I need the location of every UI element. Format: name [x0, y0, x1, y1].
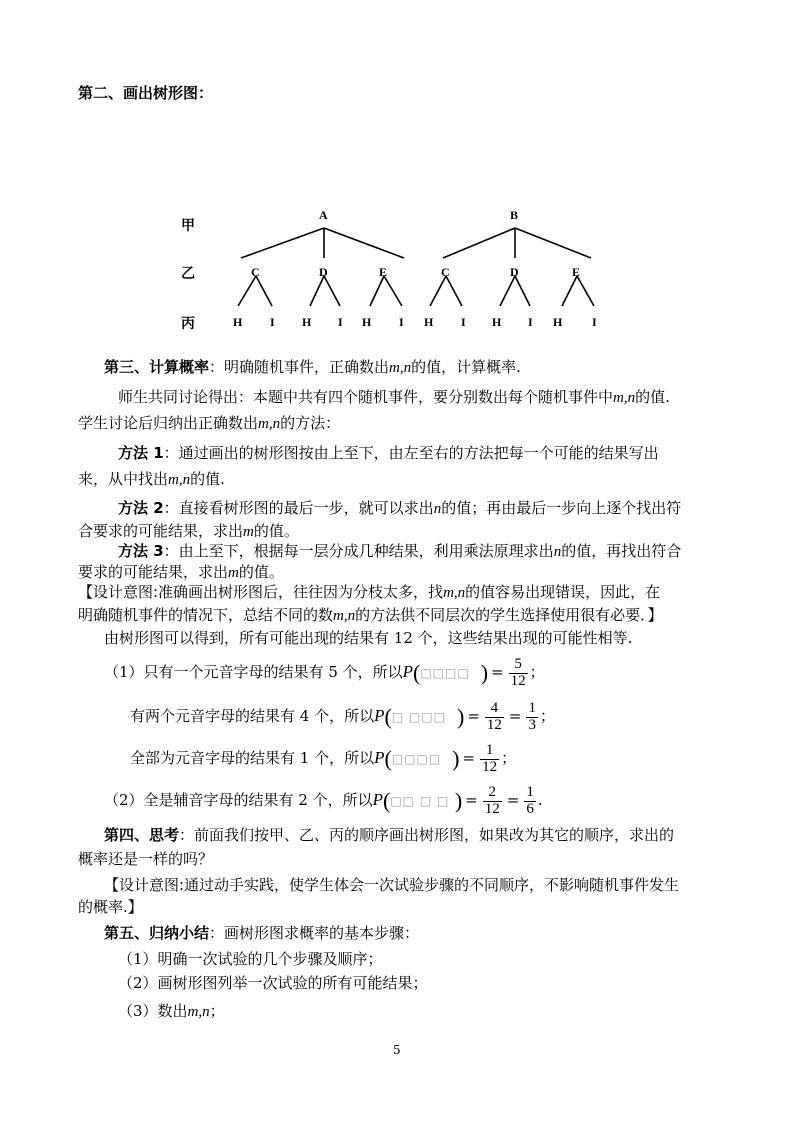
method-2-cont: 合要求的可能结果，求出m的值。: [78, 522, 299, 540]
tree-node-l3: I: [461, 315, 466, 329]
question-1: （1）只有一个元音字母的结果有 5 个，所以P(□□□□ ) = $\frac{5}{12}$ ；: [104, 655, 545, 689]
tree-node-l3: H: [492, 315, 502, 329]
method-1: 方法 1：通过画出的树形图按由上至下，由左至右的方法把每一个可能的结果写出: [118, 444, 659, 462]
section-4-title: 第四、思考: [104, 826, 180, 844]
method-2: 方法 2：直接看树形图的最后一步，就可以求出n的值；再由最后一步向上逐个找出符: [118, 499, 682, 517]
step-item: （1）明确一次试验的几个步骤及顺序；: [118, 950, 383, 968]
tree-node-l2: E: [379, 265, 388, 279]
tree-node-l3: H: [424, 315, 434, 329]
tree-node-l3: I: [592, 315, 597, 329]
paragraph: 师生共同讨论得出：本题中共有四个随机事件，要分别数出每个随机事件中m,n的值.: [118, 388, 670, 406]
paragraph: 学生讨论后归纳出正确数出m,n的方法：: [78, 414, 341, 432]
tree-row-label: 乙: [181, 266, 195, 282]
design-note-2-cont: 的概率.】: [78, 898, 143, 916]
section-5-title: 第五、归纳小结: [104, 924, 210, 942]
section-3-line: 第三、计算概率：明确随机事件，正确数出m,n的值，计算概率.: [104, 358, 521, 376]
section-5-line: 第五、归纳小结：画树形图求概率的基本步骤：: [104, 924, 420, 942]
tree-node-l2: C: [441, 265, 450, 279]
question-1c: 全部为元音字母的结果有 1 个，所以P(□□□□ ) = $\frac{1}{12}$ ；: [130, 741, 517, 775]
summary-line: 由树形图可以得到，所有可能出现的结果有 12 个，这些结果出现的可能性相等.: [104, 629, 633, 647]
section-4-cont: 概率还是一样的吗？: [78, 850, 214, 868]
tree-node-l3: H: [233, 315, 243, 329]
design-note-1: 【设计意图:准确画出树形图后，往往因为分枝太多，找m,n的值容易出现错误，因此，在: [78, 583, 661, 601]
question-1b: 有两个元音字母的结果有 4 个，所以P(□ □□□ ) = $\frac{4}{12}$ = $\frac{1}{3}$ ；: [130, 699, 555, 733]
tree-node-l3: I: [270, 315, 275, 329]
tree-node-l3: H: [553, 315, 563, 329]
method-3: 方法 3：由上至下，根据每一层分成几种结果，利用乘法原理求出n的值，再找出符合: [118, 542, 682, 560]
step-item: （2）画树形图列举一次试验的所有可能结果；: [118, 974, 428, 992]
tree-node-l3: H: [302, 315, 312, 329]
method-1-cont: 来，从中找出m,n的值.: [78, 470, 225, 488]
tree-node-l3: H: [362, 315, 372, 329]
tree-node-l1: B: [510, 208, 519, 222]
tree-row-label: 丙: [181, 316, 195, 332]
tree-diagram: [170, 200, 630, 335]
tree-node-l1: A: [319, 208, 328, 222]
tree-node-l2: D: [510, 265, 519, 279]
question-2: （2）全是辅音字母的结果有 2 个，所以P(□□ □ □ ) = $\frac{2}{12}$ = $\frac{1}{6}$ .: [104, 783, 543, 817]
page-number: 5: [393, 1043, 401, 1057]
tree-row-label: 甲: [181, 218, 195, 234]
design-note-2: 【设计意图:通过动手实践，使学生体会一次试验步骤的不同顺序，不影响随机事件发生: [104, 876, 680, 894]
tree-node-l3: I: [338, 315, 343, 329]
section-heading-2: 第二、画出树形图：: [78, 84, 214, 102]
tree-node-l2: D: [319, 265, 328, 279]
tree-node-l2: E: [572, 265, 581, 279]
method-3-cont: 要求的可能结果，求出m的值。: [78, 563, 284, 581]
design-note-1-cont: 明确随机事件的情况下，总结不同的数m,n的方法供不同层次的学生选择使用很有必要．】: [78, 606, 663, 624]
tree-node-l2: C: [251, 265, 260, 279]
tree-node-l3: I: [399, 315, 404, 329]
section-4-line: 第四、思考：前面我们按甲、乙、丙的顺序画出树形图，如果改为其它的顺序，求出的: [104, 826, 675, 844]
tree-node-l3: I: [528, 315, 533, 329]
section-3-title: 第三、计算概率: [104, 358, 210, 376]
step-item: （3）数出m,n；: [118, 1002, 225, 1020]
